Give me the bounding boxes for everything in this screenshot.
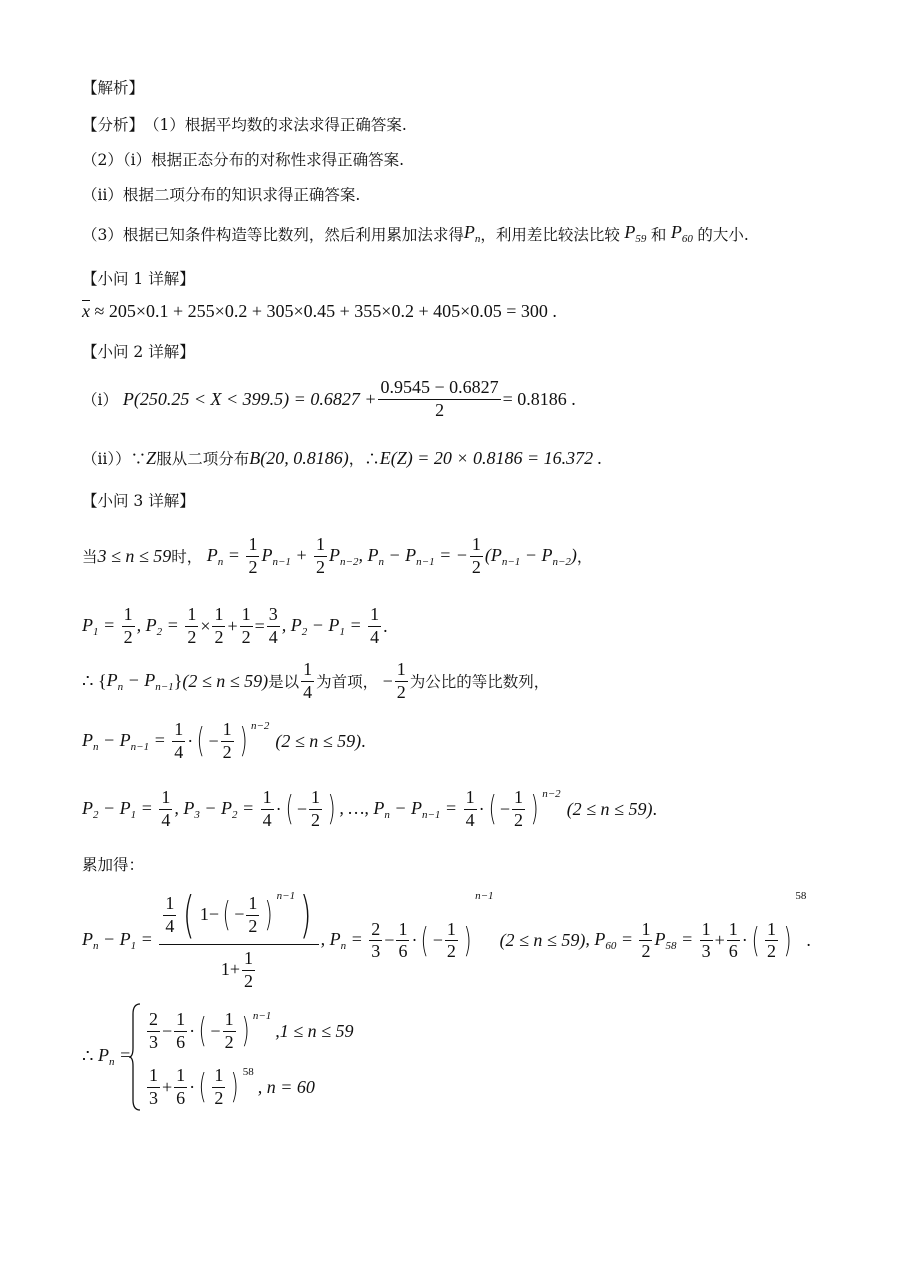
analysis-text-4b: ，利用差比较法比较: [480, 225, 620, 244]
analysis-text-4c: 和: [650, 225, 667, 244]
analysis-line-3: [82, 183, 360, 205]
q3-time: 时，: [171, 548, 203, 567]
analysis-line-4: [82, 222, 749, 245]
q1-heading: 【小问 1 详解】: [82, 270, 195, 288]
piecewise-case-2: $\frac{1}{3}$ + $\frac{1}{6}$ · ( $\frac{1}{2}$ ) 58 , n = 60: [149, 1065, 315, 1108]
frac-half-b: $\frac{1}{2}$: [316, 534, 326, 577]
q3-cumulative: 累加得：: [82, 856, 145, 874]
analysis-text-4a: （3）根据已知条件构造等比数列，然后利用累加法求得: [82, 225, 464, 244]
q1-title: [82, 267, 195, 289]
q2-i-line: [82, 378, 576, 421]
math-z: Z: [146, 447, 157, 468]
q3-isgeo-c: 为公比的等比数列，: [409, 673, 550, 692]
q3-piecewise-label: ∴ $P_n$ =: [82, 1045, 132, 1068]
q3-geometric-statement: ∴ { $P_n - P_{n-1}$ } (2 ≤ n ≤ 59) 是以 $\frac{1}{4}$ 为首项， − $\frac{1}{2}$ 为公比的等比数列，: [82, 659, 550, 702]
analysis-text-3: （ⅱ）根据二项分布的知识求得正确答案.: [82, 186, 361, 204]
q2-ii-sep: ，∴: [348, 450, 380, 468]
q2-i-fraction: [378, 378, 500, 421]
q3-isgeo-b: 为首项，: [316, 673, 379, 692]
q1-formula: ≈ 205×0.1 + 255×0.2 + 305×0.45 + 355×0.2 + 405×0.05 = 300 .: [94, 301, 557, 321]
math-pn: $P_n$: [463, 222, 481, 245]
q2-i-prefix: （ⅰ）: [82, 391, 118, 410]
analysis-label: 【分析】: [82, 116, 145, 134]
q1-formula-line: [82, 301, 557, 322]
q2-i-numerator: 0.9545 − 0.6827: [378, 378, 500, 400]
q3-term-list: $P_2 - P_1$ = $\frac{1}{4}$ , $P_3 - P_2$ = $\frac{1}{4}$ · ( − $\frac{1}{2}$ ) , …, $P_n - P_{n-1}$ = $\frac{1}{4}$ · ( − $\frac{1}{2}$ ) n−2 (2 ≤ n ≤ 59) .: [82, 787, 657, 830]
q3-isgeo-a: 是以: [268, 673, 300, 692]
analysis-line-1: [82, 113, 407, 135]
analysis-text-1: （1）根据平均数的求法求得正确答案.: [144, 116, 407, 134]
q3-sum-formula: $P_n - P_1$ = $\frac{1}{4}$ ( 1 − ( − $\frac{1}{2}$ ) n−1 ) 1 + $\frac{1}{2}$ , $P_n$ = $\frac{2}{3}$ − $\frac{1}{6}$ · ( − $\frac{1}{2}$ ) n−1 (2 ≤ n ≤ 59) , $P_{60}$ = $\frac{1}{2}$ $P_{58}$ = $\frac{1}{3}$ + $\frac{1}{6}$ · ( $\frac{1}{2}$ ) 58 .: [82, 886, 811, 991]
analysis-text-2: （2）（ⅰ）根据正态分布的对称性求得正确答案.: [82, 151, 404, 169]
q3-heading: 【小问 3 详解】: [82, 492, 195, 510]
q2-title: [82, 340, 195, 362]
math-p59: $P_{59}$: [619, 222, 647, 245]
q2-ii-line: [82, 447, 602, 469]
q3-initial-values: $P_1$ = $\frac{1}{2}$ , $P_2$ = $\frac{1}{2}$ × $\frac{1}{2}$ + $\frac{1}{2}$ = $\frac{3}{4}$ , $P_2 - P_1$ = $\frac{1}{4}$ .: [82, 604, 388, 647]
section-title-analysis: [82, 76, 144, 98]
math-p60: $P_{60}$: [666, 222, 693, 245]
sum-big-fraction: $\frac{1}{4}$ ( 1 − ( − $\frac{1}{2}$ ) n−1 ) 1 + $\frac{1}{2}$: [159, 890, 318, 992]
q3-cond: 3 ≤ n ≤ 59: [97, 545, 172, 566]
frac-half-c: $\frac{1}{2}$: [471, 534, 481, 577]
q2-ii-result: E(Z) = 20 × 0.8186 = 16.372 .: [379, 447, 603, 468]
q3-general-term: $P_n - P_{n-1}$ = $\frac{1}{4}$ · ( − $\frac{1}{2}$ ) n−2 (2 ≤ n ≤ 59) .: [82, 719, 366, 762]
q2-ii-mid: 服从二项分布: [156, 450, 250, 468]
math-xbar: $\overline{x}$: [82, 301, 90, 321]
q3-title: [82, 489, 195, 511]
frac-half-a: $\frac{1}{2}$: [248, 534, 258, 577]
q3-cumulative-label: [82, 853, 144, 875]
analysis-text-4d: 的大小.: [697, 225, 749, 244]
piecewise-case-1: $\frac{2}{3}$ − $\frac{1}{6}$ · ( − $\frac{1}{2}$ ) n−1 ,1 ≤ n ≤ 59: [149, 1009, 354, 1052]
q2-heading: 【小问 2 详解】: [82, 343, 195, 361]
q2-ii-prefix: （ⅱ））∵: [82, 450, 147, 468]
q3-when: 当: [82, 548, 98, 567]
q3-recurrence-line: 当 3 ≤ n ≤ 59 时， $P_n$ = $\frac{1}{2}$ $P_{n-1}$ + $\frac{1}{2}$ $P_{n-2}$, $P_n - P_{n-1}$ = − $\frac{1}{2}$ $(P_{n-1} - P_{n-2})$ ，: [82, 534, 593, 577]
q2-i-rhs: = 0.8186 .: [502, 388, 576, 409]
q2-i-denominator: 2: [435, 399, 445, 420]
analysis-line-2: [82, 148, 404, 170]
q2-i-lhs: P(250.25 < X < 399.5) = 0.6827 +: [122, 388, 377, 409]
piecewise-brace: [128, 1002, 142, 1112]
heading-jiexi: 【解析】: [82, 79, 145, 97]
q2-ii-dist: B(20, 0.8186): [249, 447, 349, 468]
